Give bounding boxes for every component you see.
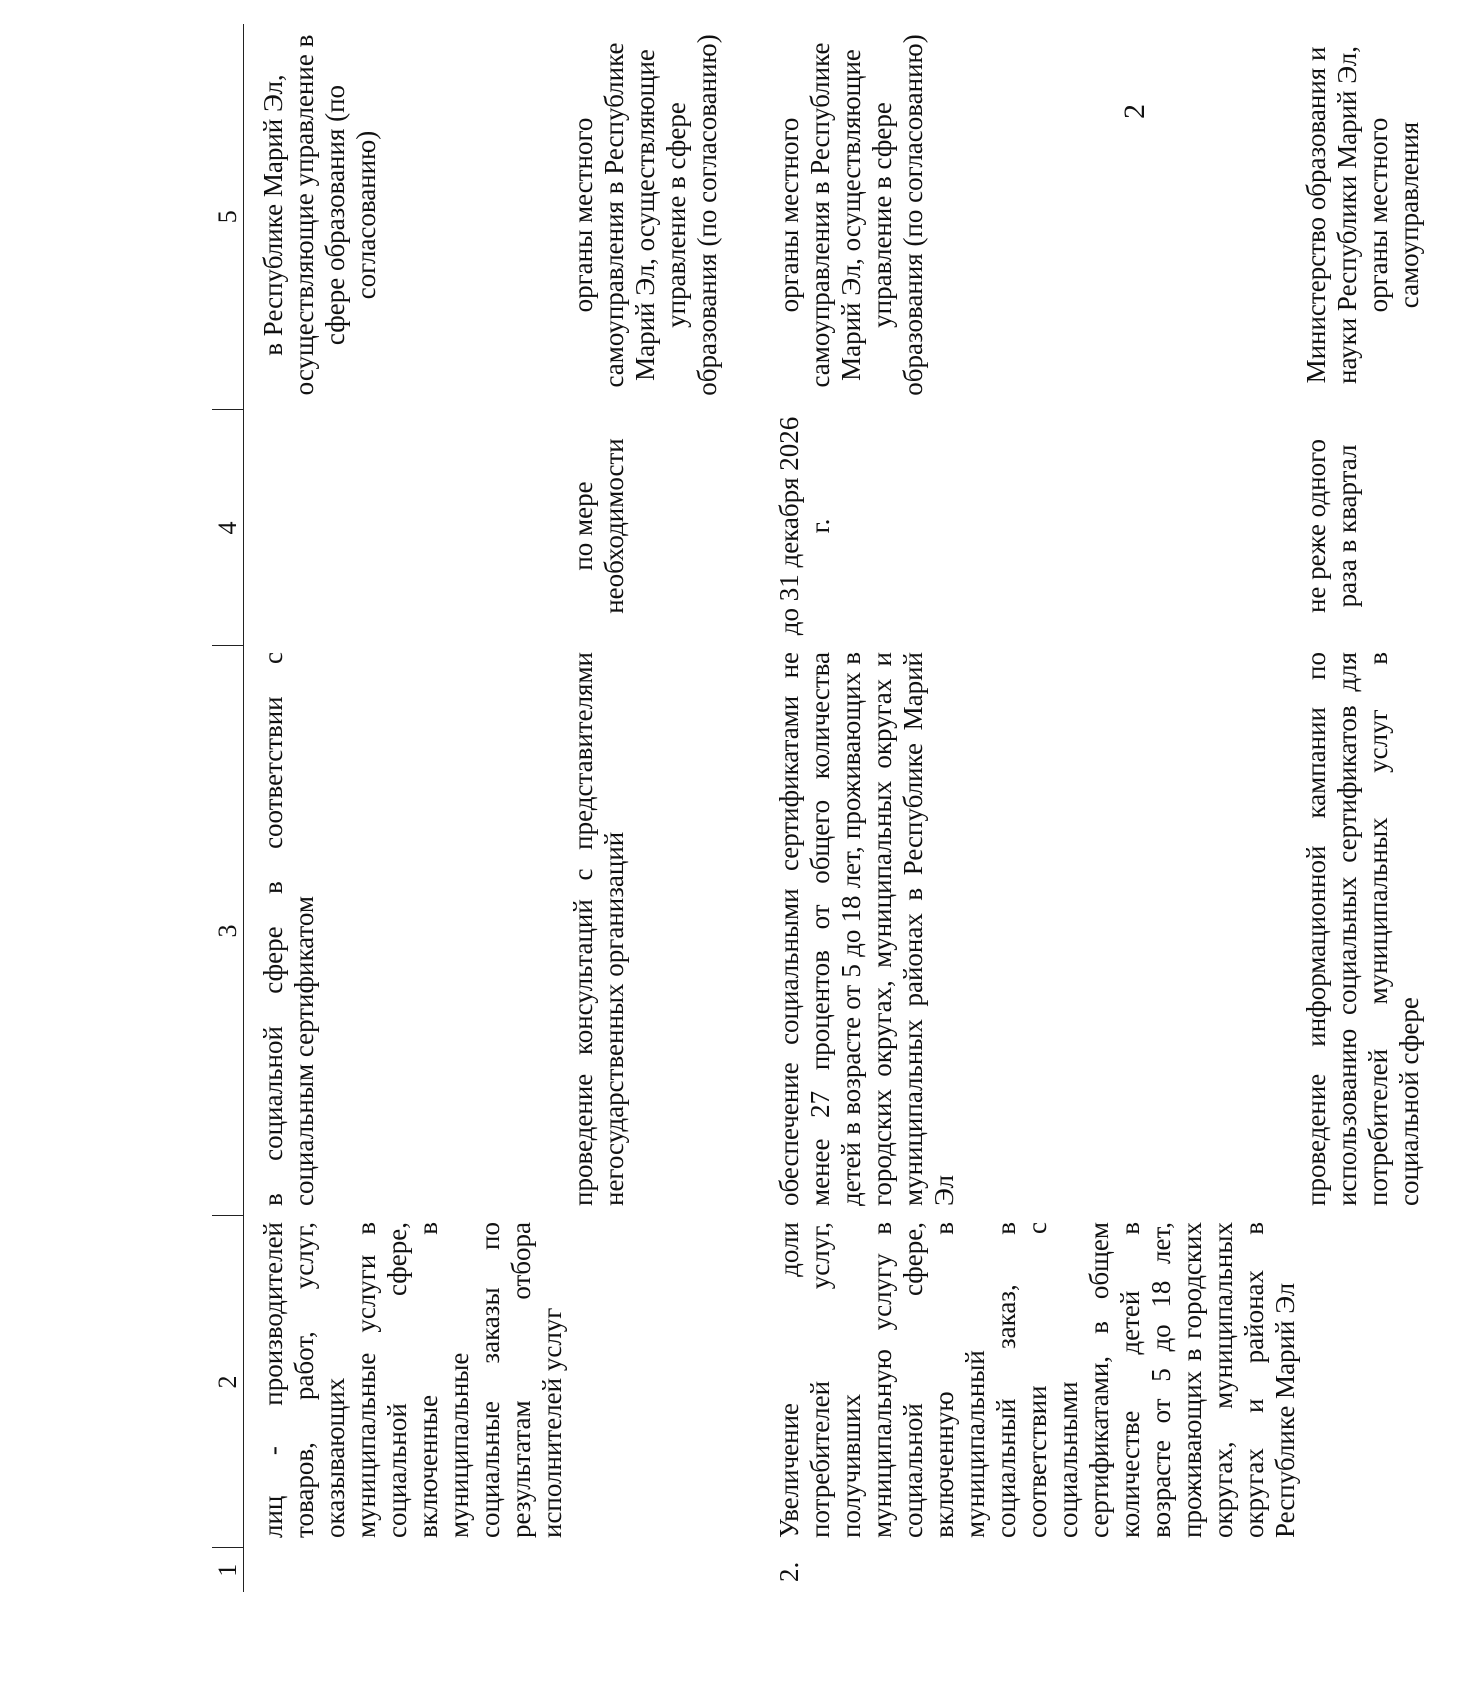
deadline-cell: не реже одного раза в квартал [1301, 439, 1362, 614]
row-number [568, 1548, 774, 1592]
indicator-cell: лиц - производителей товаров, работ, услуг, оказывающих муниципальные услуги в социальной сфере, включенные в муниципальные социальные заказы по результатам отбора исполнителей услуг [258, 1222, 567, 1538]
indicator-cell [568, 1216, 774, 1548]
deadline-cell: по мере необходимости [568, 438, 629, 614]
measure-cell: проведение информационной кампании по использованию социальных сертификатов для потребителей муниципальных услуг в социальной сфере [1301, 652, 1424, 1206]
row-number: 2. [774, 1561, 804, 1582]
indicator-cell [1301, 1216, 1461, 1548]
measure-cell: проведение консультаций с представителями негосударственных организаций [568, 652, 629, 1206]
header-col-2: 2 [212, 1216, 244, 1548]
table-row [258, 24, 568, 1592]
deadline-cell: до 31 декабря 2026 г. [774, 416, 835, 636]
responsible-cell: в Республике Марий Эл, осуществляющие управление в сфере образования (по согласованию) [258, 34, 381, 396]
table-row [568, 24, 774, 1592]
table-row [774, 24, 1301, 1592]
header-col-1: 1 [212, 1548, 244, 1592]
header-col-4: 4 [212, 410, 244, 646]
responsible-cell: органы местного самоуправления в Республике Марий Эл, осуществляющие управление в сфере образования (по согласованию) [774, 34, 928, 396]
measure-cell: в социальной сфере в соответствии с социальным сертификатом [258, 652, 319, 1206]
responsible-cell: Министерство образования и науки Республики Марий Эл, органы местного самоуправления [1301, 46, 1424, 384]
responsible-cell: органы местного самоуправления в Республике Марий Эл, осуществляющие управление в сфере образования (по согласованию) [568, 34, 722, 396]
measure-cell: обеспечение социальными сертификатами не менее 27 процентов от общего количества детей в возрасте от 5 до 18 лет, проживающих в городских округах, муниципальных округах и муниципальных районах в Республике Марий Эл [774, 652, 959, 1206]
plan-table [212, 24, 1461, 1592]
header-row [212, 24, 244, 1592]
table-row [1301, 24, 1461, 1592]
row-number [1301, 1548, 1461, 1592]
page-number: 2 [1118, 104, 1151, 119]
indicator-cell: Увеличение доли потребителей услуг, получивших муниципальную услугу в социальной сфере, включенную в муниципальный социальный заказ, в соответствии с социальными сертификатами, в общем количестве детей в возрасте от 5 до 18 лет, проживающих в городских округах, муниципальных округах и районах в Республике Марий Эл [774, 1222, 1300, 1538]
row-number [258, 1548, 568, 1592]
header-col-5: 5 [212, 24, 244, 410]
deadline-cell [258, 410, 568, 646]
header-col-3: 3 [212, 646, 244, 1216]
